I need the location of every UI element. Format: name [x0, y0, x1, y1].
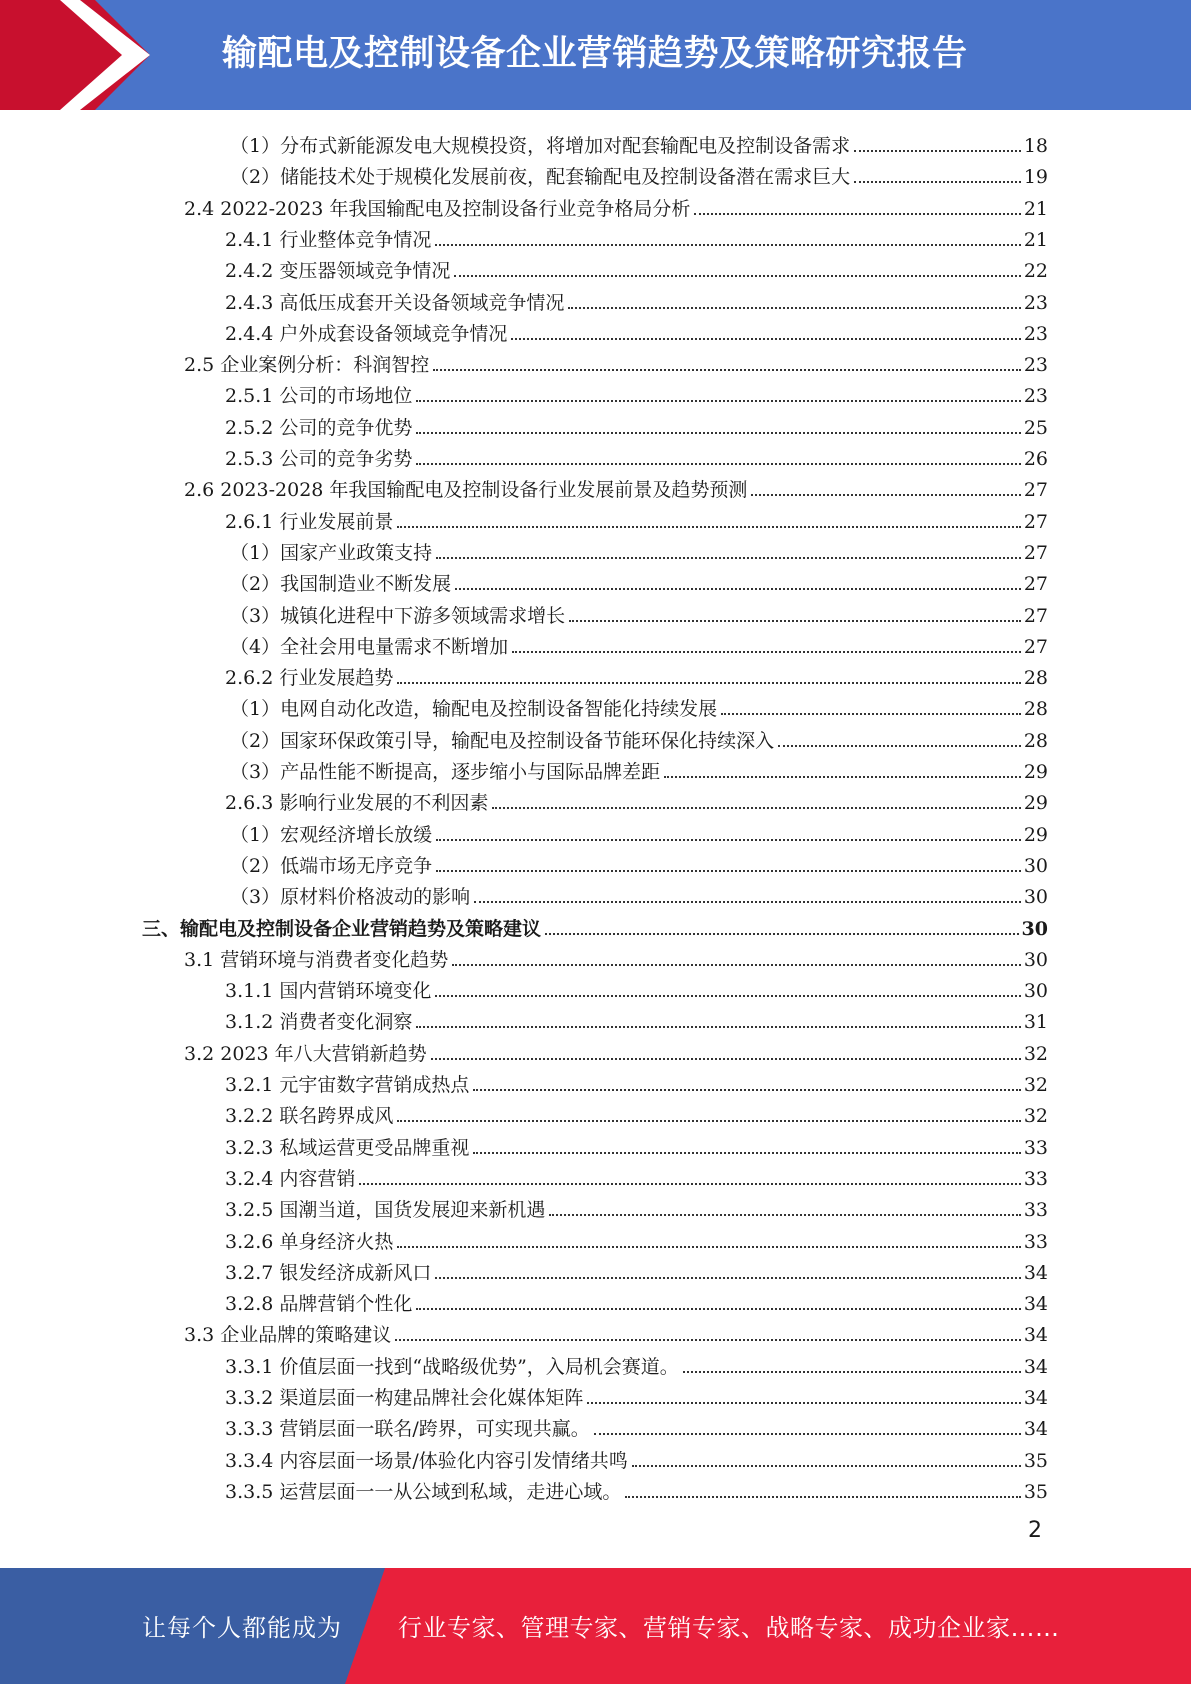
toc-entry-title: 3.3 企业品牌的策略建议 [184, 1324, 392, 1347]
toc-entry[interactable] [230, 691, 1048, 722]
toc-entry[interactable] [225, 660, 1048, 691]
toc-entry-title: 3.2.8 品牌营销个性化 [225, 1293, 413, 1316]
toc-entry-page: 27 [1023, 510, 1048, 533]
toc-leader-dots [545, 933, 1019, 935]
toc-entry[interactable] [184, 942, 1048, 973]
page-header [0, 0, 1191, 110]
toc-leader-dots [436, 839, 1021, 841]
toc-entry-title: （2）储能技术处于规模化发展前夜，配套输配电及控制设备潜在需求巨大 [230, 166, 851, 189]
toc-entry[interactable] [225, 1411, 1048, 1442]
toc-leader-dots [473, 1089, 1020, 1091]
toc-entry[interactable] [225, 1474, 1048, 1505]
toc-entry-page: 21 [1023, 228, 1048, 251]
toc-entry-page: 33 [1023, 1136, 1048, 1159]
toc-entry-page: 31 [1023, 1011, 1048, 1034]
toc-entry-title: 3.2.6 单身经济火热 [225, 1230, 394, 1253]
toc-entry-title: 2.4.4 户外成套设备领域竞争情况 [225, 322, 508, 345]
toc-entry-title: 3.2.7 银发经济成新风口 [225, 1261, 432, 1284]
toc-leader-dots [416, 1308, 1020, 1310]
page-number: 2 [1028, 1518, 1042, 1543]
toc-leader-dots [436, 870, 1021, 872]
toc-entry-page: 19 [1023, 166, 1048, 189]
toc-entry[interactable] [225, 1098, 1048, 1129]
toc-entry-page: 21 [1023, 197, 1048, 220]
toc-leader-dots [474, 901, 1021, 903]
toc-entry[interactable] [225, 973, 1048, 1004]
toc-entry-title: 3.1 营销环境与消费者变化趋势 [184, 948, 449, 971]
toc-leader-dots [436, 557, 1021, 559]
toc-entry-page: 23 [1023, 322, 1048, 345]
toc-entry-page: 22 [1023, 260, 1048, 283]
toc-entry[interactable] [225, 1004, 1048, 1035]
toc-entry[interactable] [184, 472, 1048, 503]
toc-entry-page: 30 [1021, 917, 1048, 940]
toc-leader-dots [433, 369, 1021, 371]
toc-entry-page: 34 [1023, 1324, 1048, 1347]
toc-entry[interactable] [225, 441, 1048, 472]
toc-entry-page: 33 [1023, 1230, 1048, 1253]
toc-entry-title: 2.6.3 影响行业发展的不利因素 [225, 792, 489, 815]
toc-entry-title: （1）分布式新能源发电大规模投资，将增加对配套输配电及控制设备需求 [230, 135, 851, 157]
toc-entry-page: 34 [1023, 1261, 1048, 1284]
toc-entry-page: 35 [1023, 1449, 1048, 1472]
toc-leader-dots [416, 400, 1020, 402]
toc-entry-page: 18 [1023, 135, 1048, 157]
toc-entry-title: 三、输配电及控制设备企业营销趋势及策略建议 [142, 917, 542, 940]
toc-entry-page: 30 [1023, 948, 1048, 971]
toc-entry-page: 32 [1023, 1042, 1048, 1065]
toc-entry-page: 35 [1023, 1480, 1048, 1503]
toc-entry[interactable] [230, 754, 1048, 785]
toc-entry-title: 2.5 企业案例分析：科润智控 [184, 354, 430, 377]
toc-entry-page: 27 [1023, 541, 1048, 564]
toc-leader-dots [721, 713, 1021, 715]
toc-entry-title: 2.6 2023-2028 年我国输配电及控制设备行业发展前景及趋势预测 [184, 479, 748, 502]
toc-entry-title: （3）原材料价格波动的影响 [230, 886, 471, 909]
toc-entry[interactable] [225, 504, 1048, 535]
toc-leader-dots [492, 807, 1020, 809]
toc-leader-dots [454, 275, 1020, 277]
toc-entry[interactable] [230, 566, 1048, 597]
toc-entry-page: 30 [1023, 854, 1048, 877]
toc-entry-title: （2）国家环保政策引导，输配电及控制设备节能环保化持续深入 [230, 729, 775, 752]
toc-entry[interactable] [225, 1161, 1048, 1192]
toc-entry[interactable] [184, 191, 1048, 222]
toc-leader-dots [395, 1339, 1021, 1341]
toc-leader-dots [549, 1214, 1020, 1216]
toc-leader-dots [397, 526, 1020, 528]
toc-leader-dots [664, 776, 1021, 778]
toc-entry[interactable] [230, 723, 1048, 754]
toc-entry-title: 3.2.5 国潮当道，国货发展迎来新机遇 [225, 1199, 546, 1222]
toc-entry-title: 3.2.2 联名跨界成风 [225, 1105, 394, 1128]
toc-entry-page: 34 [1023, 1293, 1048, 1316]
toc-entry[interactable] [184, 1036, 1048, 1067]
toc-entry-title: （4）全社会用电量需求不断增加 [230, 635, 509, 658]
toc-entry[interactable] [225, 1286, 1048, 1317]
toc-entry-title: 3.1.2 消费者变化洞察 [225, 1011, 413, 1034]
toc-entry-title: 2.4 2022-2023 年我国输配电及控制设备行业竞争格局分析 [184, 197, 691, 220]
toc-leader-dots [416, 463, 1020, 465]
toc-entry[interactable] [225, 253, 1048, 284]
toc-leader-dots [397, 682, 1020, 684]
toc-entry-title: （3）产品性能不断提高，逐步缩小与国际品牌差距 [230, 761, 661, 783]
toc-entry[interactable] [230, 128, 1048, 159]
toc-entry-title: 2.5.2 公司的竞争优势 [225, 416, 413, 439]
toc-leader-dots [455, 588, 1021, 590]
toc-leader-dots [632, 1465, 1021, 1467]
toc-entry-title: （1）国家产业政策支持 [230, 541, 433, 564]
toc-entry-title: 3.2.1 元宇宙数字营销成热点 [225, 1074, 470, 1096]
toc-leader-dots [435, 995, 1020, 997]
toc-entry[interactable] [184, 347, 1048, 378]
toc-entry-page: 30 [1023, 886, 1048, 909]
toc-entry-page: 27 [1023, 479, 1048, 502]
toc-entry[interactable] [225, 1067, 1048, 1098]
toc-entry-page: 29 [1023, 823, 1048, 846]
toc-entry[interactable] [225, 410, 1048, 441]
toc-entry[interactable] [230, 817, 1048, 848]
toc-entry-page: 23 [1023, 385, 1048, 408]
toc-entry-title: （1）电网自动化改造，输配电及控制设备智能化持续发展 [230, 698, 718, 721]
toc-entry-title: 3.3.4 内容层面一场景/体验化内容引发情绪共鸣 [225, 1449, 628, 1472]
toc-leader-dots [778, 745, 1021, 747]
toc-entry-title: 3.3.5 运营层面一一从公域到私域，走进心域。 [225, 1480, 622, 1503]
toc-entry[interactable] [230, 629, 1048, 660]
footer-slogan-right: 行业专家、管理专家、营销专家、战略专家、成功企业家…… [398, 1614, 1060, 1642]
toc-entry-title: 3.1.1 国内营销环境变化 [225, 980, 432, 1003]
toc-leader-dots [594, 1433, 1021, 1435]
toc-entry[interactable] [225, 316, 1048, 347]
toc-entry-title: （2）我国制造业不断发展 [230, 573, 452, 596]
toc-entry-page: 29 [1023, 761, 1048, 783]
toc-entry-title: 2.4.1 行业整体竞争情况 [225, 228, 432, 251]
toc-entry-page: 28 [1023, 667, 1048, 690]
toc-leader-dots [431, 1058, 1021, 1060]
toc-entry-title: 2.6.1 行业发展前景 [225, 510, 394, 533]
toc-entry-title: 3.3.1 价值层面一找到“战略级优势”，入局机会赛道。 [225, 1355, 679, 1378]
toc-entry-page: 32 [1023, 1105, 1048, 1128]
toc-entry-page: 29 [1023, 792, 1048, 815]
toc-entry[interactable] [225, 1255, 1048, 1286]
page-footer [0, 1568, 1191, 1684]
toc-leader-dots [416, 432, 1020, 434]
toc-entry-title: 3.2 2023 年八大营销新趋势 [184, 1042, 427, 1065]
toc-leader-dots [625, 1496, 1020, 1498]
toc-entry-title: （3）城镇化进程中下游多领域需求增长 [230, 604, 566, 627]
toc-entry-title: 3.3.2 渠道层面一构建品牌社会化媒体矩阵 [225, 1387, 584, 1409]
toc-entry[interactable] [230, 598, 1048, 629]
toc-leader-dots [587, 1402, 1020, 1404]
toc-entry[interactable] [225, 1349, 1048, 1380]
toc-entry-page: 30 [1023, 980, 1048, 1003]
toc-entry-page: 23 [1023, 354, 1048, 377]
toc-entry-title: 2.4.3 高低压成套开关设备领域竞争情况 [225, 291, 565, 314]
toc-entry[interactable] [230, 879, 1048, 910]
toc-leader-dots [435, 244, 1020, 246]
toc-entry[interactable] [225, 1130, 1048, 1161]
toc-leader-dots [854, 150, 1021, 152]
toc-entry-title: 2.5.3 公司的竞争劣势 [225, 448, 413, 470]
toc-entry[interactable] [225, 285, 1048, 316]
footer-slogan-left: 让每个人都能成为 [142, 1614, 342, 1642]
toc-leader-dots [416, 1026, 1020, 1028]
toc-entry-page: 28 [1023, 698, 1048, 721]
toc-leader-dots [751, 494, 1020, 496]
toc-entry-page: 27 [1023, 573, 1048, 596]
toc-entry-page: 28 [1023, 729, 1048, 752]
toc-entry[interactable] [225, 378, 1048, 409]
report-title: 输配电及控制设备企业营销趋势及策略研究报告 [222, 34, 968, 74]
toc-entry[interactable] [230, 848, 1048, 879]
toc-entry[interactable] [230, 159, 1048, 190]
toc-leader-dots [569, 620, 1021, 622]
toc-entry[interactable] [225, 785, 1048, 816]
toc-leader-dots [452, 964, 1021, 966]
toc-entry-page: 34 [1023, 1387, 1048, 1409]
toc-entry-title: 2.6.2 行业发展趋势 [225, 667, 394, 690]
toc-entry-title: 3.2.4 内容营销 [225, 1167, 356, 1190]
toc-entry-page: 26 [1023, 448, 1048, 470]
toc-entry[interactable] [225, 222, 1048, 253]
toc-leader-dots [397, 1246, 1020, 1248]
toc-entry-page: 33 [1023, 1199, 1048, 1222]
toc-entry-title: 3.2.3 私域运营更受品牌重视 [225, 1136, 470, 1159]
toc-entry-page: 34 [1023, 1418, 1048, 1441]
toc-leader-dots [512, 651, 1021, 653]
toc-entry[interactable] [225, 1192, 1048, 1223]
toc-entry-title: 2.5.1 公司的市场地位 [225, 385, 413, 408]
toc-entry[interactable] [225, 1443, 1048, 1474]
toc-entry-title: 3.3.3 营销层面一联名/跨界，可实现共赢。 [225, 1418, 590, 1441]
toc-entry-title: （1）宏观经济增长放缓 [230, 823, 433, 846]
toc-leader-dots [473, 1152, 1020, 1154]
toc-leader-dots [359, 1183, 1020, 1185]
toc-leader-dots [683, 1371, 1021, 1373]
toc-entry[interactable] [225, 1380, 1048, 1411]
toc-entry-title: 2.4.2 变压器领域竞争情况 [225, 260, 451, 283]
toc-entry[interactable] [230, 535, 1048, 566]
toc-entry[interactable] [225, 1224, 1048, 1255]
toc-entry-page: 34 [1023, 1355, 1048, 1378]
toc-leader-dots [511, 338, 1020, 340]
toc-leader-dots [397, 1120, 1020, 1122]
toc-entry-page: 25 [1023, 416, 1048, 439]
toc-entry-page: 27 [1023, 635, 1048, 658]
toc-entry[interactable] [184, 1317, 1048, 1348]
toc-entry-title: （2）低端市场无序竞争 [230, 854, 433, 877]
toc-leader-dots [694, 213, 1020, 215]
toc-entry-page: 27 [1023, 604, 1048, 627]
toc-leader-dots [568, 307, 1020, 309]
toc-entry-page: 32 [1023, 1074, 1048, 1096]
toc-leader-dots [435, 1277, 1020, 1279]
toc-entry-page: 23 [1023, 291, 1048, 314]
toc-leader-dots [854, 181, 1021, 183]
toc-entry-page: 33 [1023, 1167, 1048, 1190]
toc-chapter-entry[interactable] [142, 911, 1048, 942]
